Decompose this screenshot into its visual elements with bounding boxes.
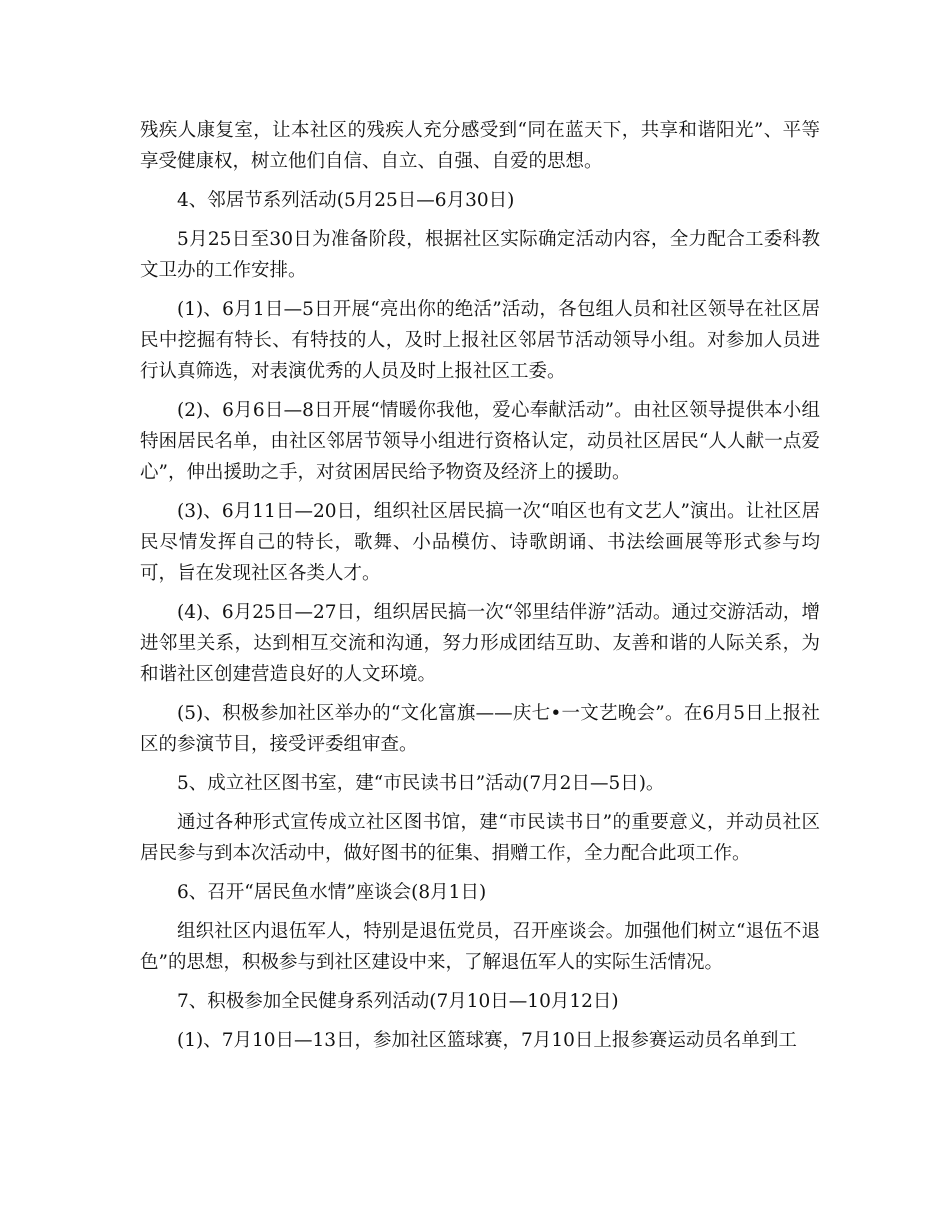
paragraph-item-5: (5)、积极参加社区举办的“文化富旗——庆七•一文艺晚会”。在6月5日上报社区的参演节目，接受评委组审查。 [140, 703, 820, 755]
section-heading-7: 7、积极参加全民健身系列活动(7月10日—10月12日) [177, 991, 619, 1012]
paragraph-library: 通过各种形式宣传成立社区图书馆，建“市民读书日”的重要意义，并动员社区居民参与到本次活动中，做好图书的征集、捐赠工作，全力配合此项工作。 [140, 812, 820, 864]
document-page [140, 115, 820, 1064]
section-heading-4: 4、邻居节系列活动(5月25日—6月30日) [177, 190, 515, 211]
paragraph-basketball: (1)、7月10日—13日，参加社区篮球赛，7月10日上报参赛运动员名单到工 [177, 1030, 797, 1051]
paragraph-item-1: (1)、6月1日—5日开展“亮出你的绝活”活动，各包组人员和社区领导在社区居民中挖掘有特长、有特技的人，及时上报社区邻居节活动领导小组。对参加人员进行认真筛选，对表演优秀的人员及时上报社区工委。 [140, 299, 820, 382]
paragraph-veterans: 组织社区内退伍军人，特别是退伍党员，召开座谈会。加强他们树立“退伍不退色”的思想，积极参与到社区建设中来，了解退伍军人的实际生活情况。 [140, 921, 820, 973]
paragraph-item-4: (4)、6月25日—27日，组织居民搞一次“邻里结伴游”活动。通过交游活动，增进邻里关系，达到相互交流和沟通，努力形成团结互助、友善和谐的人际关系，为和谐社区创建营造良好的人文环境。 [140, 602, 820, 685]
paragraph-preparation: 5月25日至30日为准备阶段，根据社区实际确定活动内容，全力配合工委科教文卫办的工作安排。 [140, 229, 820, 281]
paragraph-item-3: (3)、6月11日—20日，组织社区居民搞一次“咱区也有文艺人”演出。让社区居民尽情发挥自己的特长，歌舞、小品模仿、诗歌朗诵、书法绘画展等形式参与均可，旨在发现社区各类人才。 [140, 501, 820, 584]
section-heading-6: 6、召开“居民鱼水情”座谈会(8月1日) [177, 882, 487, 903]
section-heading-5: 5、成立社区图书室，建“市民读书日”活动(7月2日—5日)。 [177, 773, 665, 794]
paragraph-continuation: 残疾人康复室，让本社区的残疾人充分感受到“同在蓝天下，共享和谐阳光”、平等享受健康权，树立他们自信、自立、自强、自爱的思想。 [140, 120, 820, 172]
paragraph-item-2: (2)、6月6日—8日开展“情暖你我他，爱心奉献活动”。由社区领导提供本小组特困居民名单，由社区邻居节领导小组进行资格认定，动员社区居民“人人献一点爱心”，伸出援助之手，对贫困居民给予物资及经济上的援助。 [140, 400, 820, 483]
